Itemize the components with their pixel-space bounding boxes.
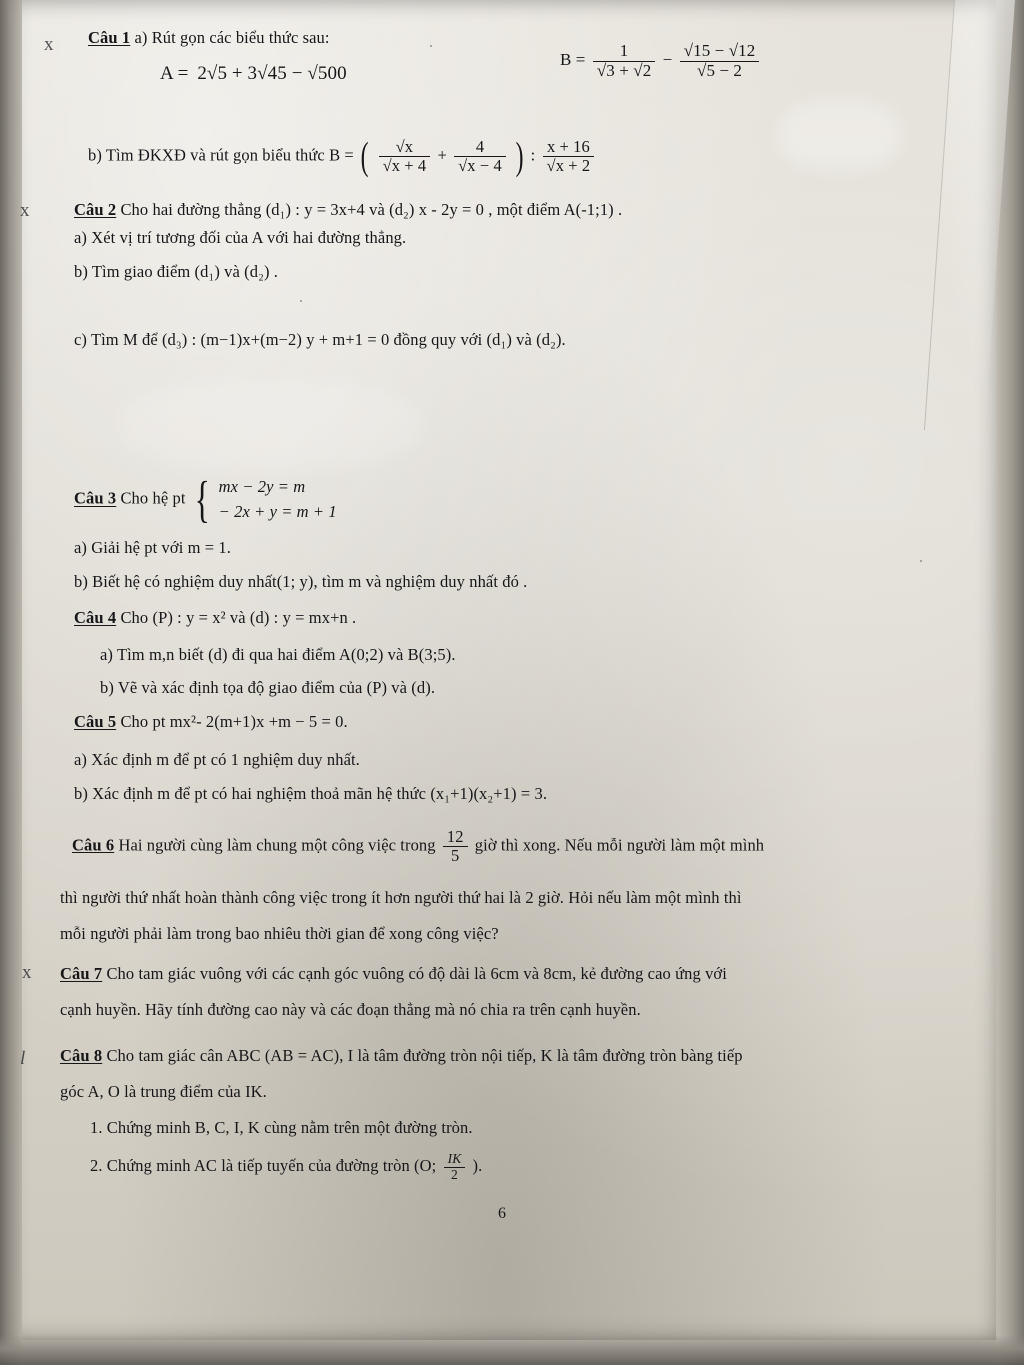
q7-header <box>60 964 727 985</box>
q1-b-frac2-numerator: 4 <box>454 138 506 157</box>
q1-b-fraction-2 <box>454 138 506 175</box>
margin-mark: x <box>20 200 30 221</box>
q8-item2-frac-numerator: IK <box>444 1152 466 1168</box>
q6-fraction <box>443 828 468 865</box>
q2-header <box>74 200 622 221</box>
q3-equation-2: − 2x + y = m + 1 <box>218 501 337 521</box>
q5-intro: Cho pt mx²- 2(m+1)x +m − 5 = 0. <box>120 712 348 731</box>
expr-b-fraction-2 <box>680 42 760 80</box>
q8-item2-post: ). <box>472 1156 483 1176</box>
q6-line3: mỗi người phải làm trong bao nhiêu thời gian để xong công việc? <box>60 924 499 943</box>
q1-b-fraction-1 <box>379 138 431 175</box>
q8-item2-fraction <box>444 1152 466 1183</box>
page-number: 6 <box>498 1205 506 1222</box>
q1-b-frac2-denominator: √x − 4 <box>458 156 502 176</box>
q3-equation-1: mx − 2y = m <box>218 477 306 496</box>
q1-b-line <box>88 134 597 179</box>
q3-header <box>74 470 337 528</box>
q1-b-fraction-3 <box>543 138 595 175</box>
system-brace: { <box>194 470 210 528</box>
q4-item-b: b) Vẽ và xác định tọa độ giao điểm của (P) và (d). <box>100 678 436 697</box>
open-paren: ( <box>360 134 369 179</box>
q5-item-a: a) Xác định m để pt có 1 nghiệm duy nhất. <box>74 750 360 769</box>
q1-expression-a <box>160 62 347 86</box>
expr-a-lhs: A = <box>160 63 189 84</box>
q1-b-colon: : <box>530 145 536 165</box>
q7-line1: Cho tam giác vuông với các cạnh góc vuông có độ dài là 6cm và 8cm, kẻ đường cao ứng với <box>106 964 727 983</box>
q7-line2: cạnh huyền. Hãy tính đường cao này và các đoạn thẳng mà nó chia ra trên cạnh huyền. <box>60 1000 641 1019</box>
q6-frac-numerator: 12 <box>443 828 468 847</box>
q8-line1: Cho tam giác cân ABC (AB = AC), I là tâm đường tròn nội tiếp, K là tâm đường tròn bàng tiếp <box>106 1046 743 1065</box>
q5-header <box>74 712 348 733</box>
q1-b-frac3-denominator: √x + 2 <box>546 156 591 176</box>
page-right-shadow <box>996 0 1024 1365</box>
q3-label: Câu 3 <box>74 488 117 508</box>
expr-b-lhs: B = <box>560 50 586 70</box>
q2-item-c: c) Tìm M để (d₃) : (m−1)x+(m−2) y + m+1 = 0 đồng quy với (d₁) và (d₂). <box>74 330 566 349</box>
expr-b-frac1-denominator: √3 + √2 <box>596 60 652 80</box>
q8-item-1: 1. Chứng minh B, C, I, K cùng nằm trên một đường tròn. <box>90 1118 473 1137</box>
expr-b-frac2-numerator: √15 − √12 <box>680 42 760 62</box>
expr-b-fraction-1 <box>593 42 655 80</box>
q2-label: Câu 2 <box>74 200 117 219</box>
q6-frac-denominator: 5 <box>451 846 460 866</box>
q8-label: Câu 8 <box>60 1046 103 1065</box>
q1-label: Câu 1 <box>88 28 131 47</box>
q8-item-2 <box>90 1152 482 1183</box>
q8-item2-frac-denominator: 2 <box>451 1166 458 1182</box>
q6-line2: thì người thứ nhất hoàn thành công việc trong ít hơn người thứ hai là 2 giờ. Hỏi nếu làm một mình thì <box>60 888 742 907</box>
expr-b-minus: − <box>662 50 673 70</box>
q3-item-a: a) Giải hệ pt với m = 1. <box>74 538 231 557</box>
q4-intro: Cho (P) : y = x² và (d) : y = mx+n . <box>120 608 357 627</box>
q1-expression-b <box>560 42 762 80</box>
q1-b-plus: + <box>437 145 447 165</box>
q4-label: Câu 4 <box>74 608 117 627</box>
q5-label: Câu 5 <box>74 712 117 731</box>
q4-header <box>74 608 356 629</box>
q5-item-b: b) Xác định m để pt có hai nghiệm thoả mãn hệ thức (x₁+1)(x₂+1) = 3. <box>74 784 548 803</box>
q1-b-frac1-numerator: √x <box>379 138 431 157</box>
margin-mark: l <box>20 1048 26 1069</box>
q6-header <box>72 828 764 865</box>
q1-header <box>88 28 330 49</box>
q7-label: Câu 7 <box>60 964 103 983</box>
q3-intro: Cho hệ pt <box>120 488 186 508</box>
q1-b-frac1-denominator: √x + 4 <box>382 156 427 176</box>
q6-line1-pre: Hai người cùng làm chung một công việc trong <box>118 835 436 855</box>
margin-mark: x <box>22 962 32 983</box>
expr-b-frac1-numerator: 1 <box>593 42 655 62</box>
q3-system <box>219 475 337 525</box>
q6-line1-post: giờ thì xong. Nếu mỗi người làm một mình <box>474 835 765 855</box>
q8-line2: góc A, O là trung điểm của IK. <box>60 1082 267 1101</box>
margin-mark: x <box>44 34 54 55</box>
q8-header <box>60 1046 743 1067</box>
q6-label: Câu 6 <box>72 835 115 855</box>
q1-b-text: b) Tìm ĐKXĐ và rút gọn biểu thức B = <box>88 145 354 165</box>
q3-item-b: b) Biết hệ có nghiệm duy nhất(1; y), tìm m và nghiệm duy nhất đó . <box>74 572 528 591</box>
q1-a-text: a) Rút gọn các biểu thức sau: <box>134 28 330 47</box>
q2-item-a: a) Xét vị trí tương đối của A với hai đường thẳng. <box>74 228 407 247</box>
expr-b-frac2-denominator: √5 − 2 <box>697 60 743 80</box>
q4-item-a: a) Tìm m,n biết (d) đi qua hai điểm A(0;2) và B(3;5). <box>100 645 456 664</box>
q1-b-frac3-numerator: x + 16 <box>543 138 595 157</box>
q2-intro: Cho hai đường thẳng (d₁) : y = 3x+4 và (d₂) x - 2y = 0 , một điểm A(-1;1) . <box>120 200 623 219</box>
q2-item-b: b) Tìm giao điểm (d₁) và (d₂) . <box>74 262 279 281</box>
close-paren: ) <box>515 134 524 179</box>
q8-item2-pre: 2. Chứng minh AC là tiếp tuyến của đường tròn (O; <box>90 1156 437 1176</box>
expr-a-body: 2√5 + 3√45 − √500 <box>197 63 347 84</box>
